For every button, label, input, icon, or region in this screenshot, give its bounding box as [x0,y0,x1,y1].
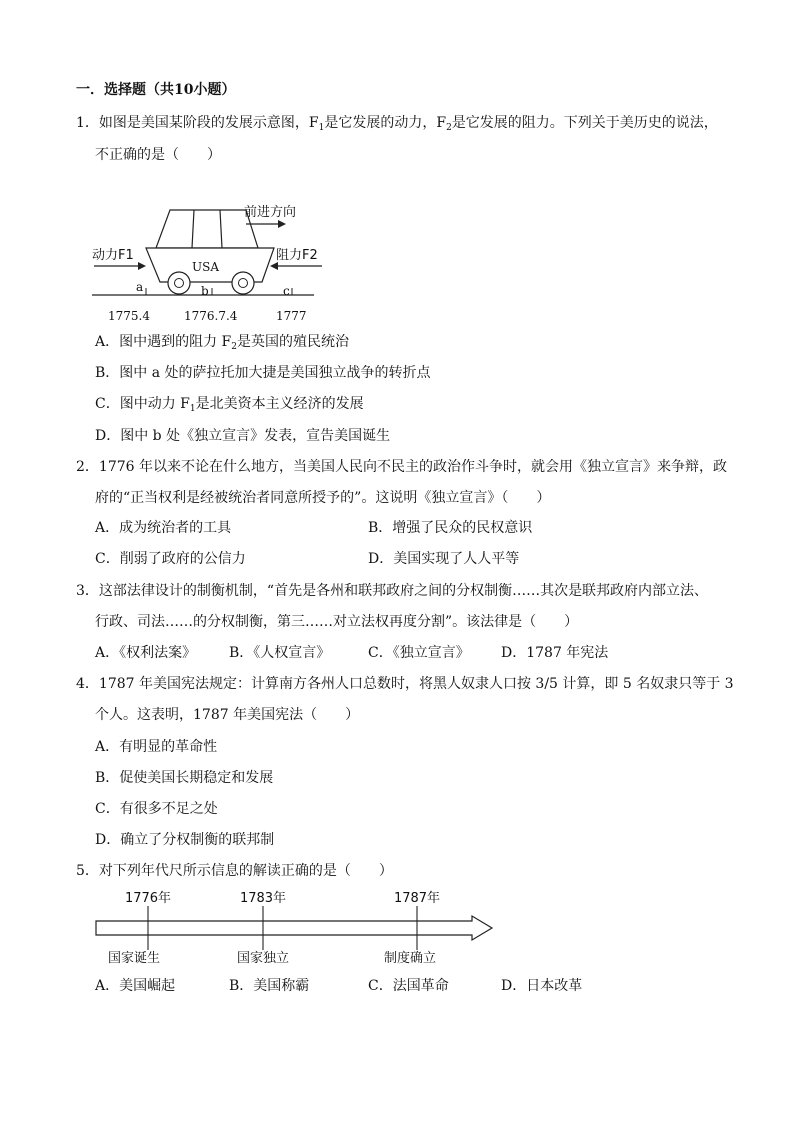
q1-option-b: B．图中 a 处的萨拉托加大捷是美国独立战争的转折点 [95,365,431,381]
date-a: 1775.4 [108,309,150,323]
q3-option-b: B．《人权宣言》 [229,645,331,661]
q3-option-d: D．1787 年宪法 [501,645,609,661]
q5-option-a: A．美国崛起 [95,978,176,994]
q4-option-c: C．有很多不足之处 [95,801,218,817]
car-label: USA [192,260,219,274]
q4-stem-line1: 4．1787 年美国宪法规定：计算南方各州人口总数时，将黑人奴隶人口按 3/5 计算，即 5 名奴隶只等于 3 [76,676,734,692]
q2-option-b: B．增强了民众的民权意识 [368,520,533,536]
q1-car-diagram [88,198,328,328]
timeline-year-3: 1787年 [393,891,441,906]
q1-option-d: D．图中 b 处《独立宣言》发表，宣告美国诞生 [95,428,391,444]
q1-stem-line2: 不正确的是（ ） [95,147,221,163]
q4-stem-line2: 个人。这表明，1787 年美国宪法（ ） [95,707,360,723]
direction-label: 前进方向 [244,205,297,220]
q2-option-a: A．成为统治者的工具 [95,520,232,536]
section-title: 一．选择题（共10小题） [76,82,236,98]
force1-label: 动力F1 [92,248,134,263]
q1-option-a: A．图中遇到的阻力 $F_2$是英国的殖民统治 [95,334,350,352]
q5-option-b: B．美国称霸 [229,978,310,994]
timeline-event-1: 国家诞生 [107,951,161,966]
point-a: a [136,280,144,294]
q2-option-d: D．美国实现了人人平等 [368,551,520,567]
q5-option-d: D．日本改革 [501,978,583,994]
timeline-arrow-bar [96,916,492,940]
q5-stem-line1: 5．对下列年代尺所示信息的解读正确的是（ ） [76,863,393,879]
q4-option-d: D．确立了分权制衡的联邦制 [95,832,275,848]
date-c: 1777 [276,309,307,323]
q1-option-c: C．图中动力 $F_1$是北美资本主义经济的发展 [95,396,364,414]
timeline-year-2: 1783年 [239,891,287,906]
q2-option-c: C．削弱了政府的公信力 [95,551,246,567]
timeline-event-2: 国家独立 [236,951,290,966]
q5-timeline [90,886,500,968]
timeline-event-3: 制度确立 [383,951,437,966]
q5-option-c: C．法国革命 [368,978,449,994]
timeline-year-1: 1776年 [124,891,172,906]
q4-option-a: A．有明显的革命性 [95,739,218,755]
point-c: c [283,284,290,298]
q3-option-a: A．《权利法案》 [95,645,197,661]
q4-option-b: B．促使美国长期稳定和发展 [95,770,274,786]
car-cabin [156,210,258,248]
point-b: b [201,284,209,298]
date-b: 1776.7.4 [184,309,238,323]
force2-label: 阻力F2 [276,248,318,263]
q1-stem-line1: 1．如图是美国某阶段的发展示意图，$F_1$是它发展的动力，$F_2$是它发展的阻力。下列关于美历史的说法， [76,115,718,133]
q2-stem-line2: 府的“正当权利是经被统治者同意所授予的”。这说明《独立宣言》（ ） [95,490,551,506]
q3-stem-line1: 3．这部法律设计的制衡机制，“首先是各州和联邦政府之间的分权制衡……其次是联邦政府内部立法、 [76,583,709,599]
q2-stem-line1: 2．1776 年以来不论在什么地方，当美国人民向不民主的政治作斗争时，就会用《独立宣言》来争辩，政 [76,459,727,475]
q3-option-c: C．《独立宣言》 [368,645,470,661]
q3-stem-line2: 行政、司法……的分权制衡，第三……对立法权再度分割”。该法律是（ ） [95,614,579,630]
